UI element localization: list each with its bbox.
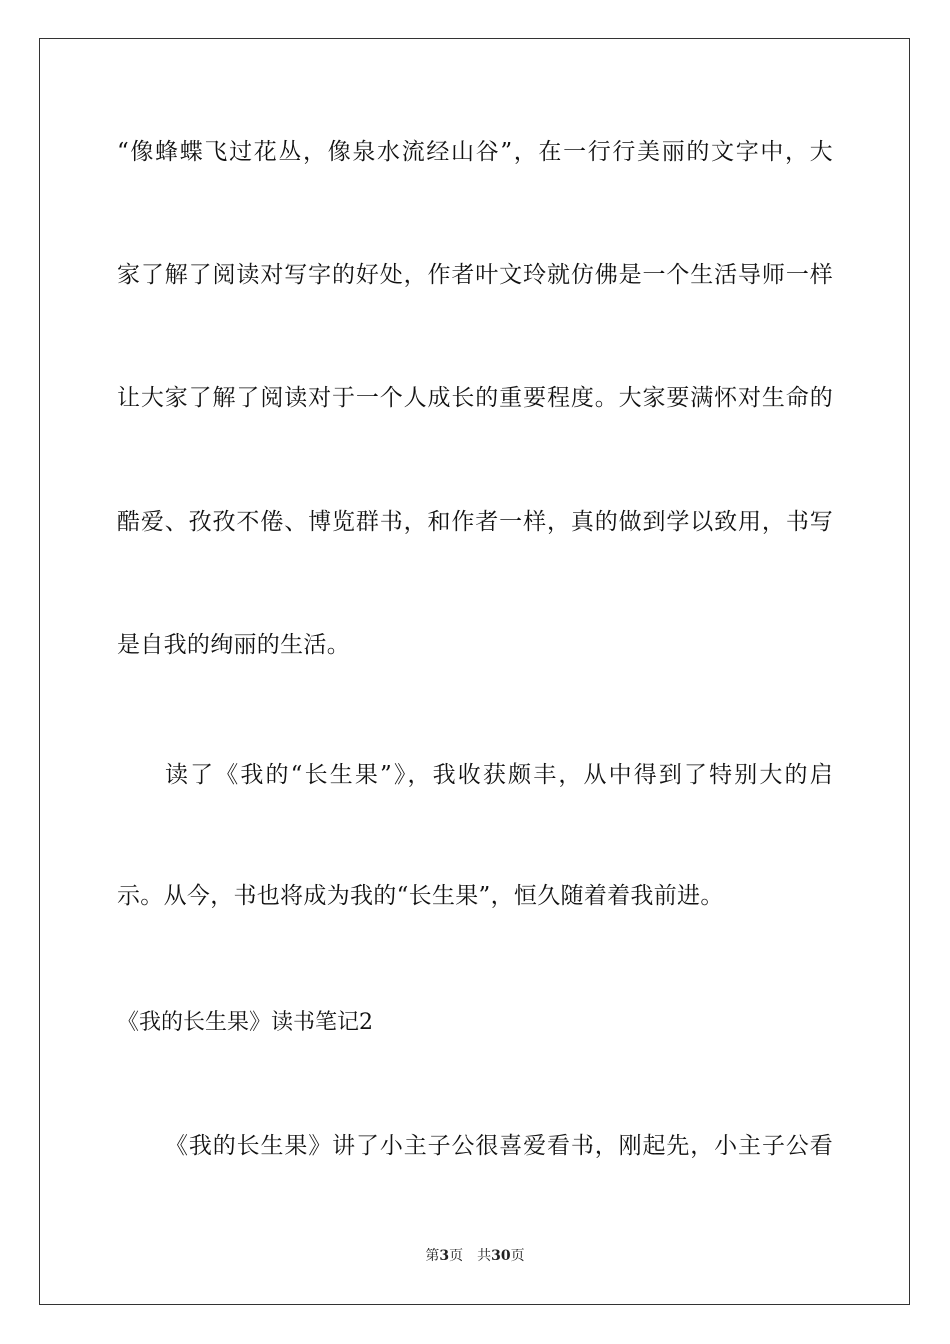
section-heading: 《我的长生果》读书笔记2 — [117, 1010, 373, 1035]
body-line-8: 《我的长生果》讲了小主子公很喜爱看书，刚起先，小主子公看 — [165, 1133, 833, 1159]
footer-total-prefix: 共 — [477, 1248, 492, 1264]
page-border — [39, 38, 910, 1305]
body-line-4: 酷爱、孜孜不倦、博览群书，和作者一样，真的做到学以致用，书写 — [117, 509, 833, 535]
body-line-7: 示。从今，书也将成为我的“长生果”，恒久随着着我前进。 — [117, 883, 724, 909]
page-footer — [0, 1245, 950, 1265]
body-line-3: 让大家了解了阅读对于一个人成长的重要程度。大家要满怀对生命的 — [117, 385, 833, 411]
footer-page-prefix: 第 — [425, 1248, 440, 1264]
footer-total-suffix: 页 — [510, 1248, 525, 1264]
footer-page-suffix: 页 — [449, 1248, 464, 1264]
body-line-6: 读了《我的“长生果”》，我收获颇丰，从中得到了特别大的启 — [165, 762, 833, 788]
body-line-1: “像蜂蝶飞过花丛，像泉水流经山谷”，在一行行美丽的文字中，大 — [117, 139, 833, 165]
footer-total-pages: 30 — [491, 1248, 511, 1264]
footer-page-number: 3 — [439, 1248, 450, 1264]
body-line-5: 是自我的绚丽的生活。 — [117, 632, 350, 658]
body-line-2: 家了解了阅读对写字的好处，作者叶文玲就仿佛是一个生活导师一样 — [117, 262, 833, 288]
